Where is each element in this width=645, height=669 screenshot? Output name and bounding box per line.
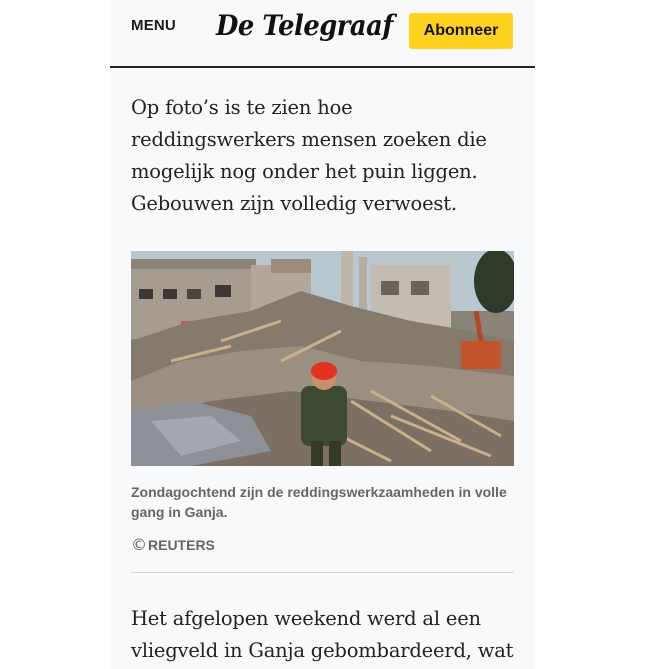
subscribe-button[interactable]: Abonneer <box>409 13 513 49</box>
photo-credit <box>131 537 215 553</box>
menu-button[interactable]: MENU <box>131 17 176 34</box>
divider <box>131 572 514 573</box>
site-header <box>110 0 535 68</box>
copyright-icon: © <box>131 535 147 554</box>
article-paragraph: Het afgelopen weekend werd al een vliegveld in Ganja gebombardeerd, wat <box>131 607 514 662</box>
photo-caption: Zondagochtend zijn de reddingswerkzaamheden in volle gang in Ganja. <box>131 484 507 520</box>
article-photo[interactable] <box>131 251 514 466</box>
article-paragraph: Op foto’s is te zien hoe reddingswerkers mensen zoeken die mogelijk nog onder het puin liggen. Gebouwen zijn volledig verwoest. <box>131 96 487 215</box>
rubble-scene-image <box>131 251 514 466</box>
photo-credit-label: REUTERS <box>148 537 215 553</box>
article-page <box>110 0 535 669</box>
site-logo[interactable]: De Telegraaf <box>216 9 394 42</box>
